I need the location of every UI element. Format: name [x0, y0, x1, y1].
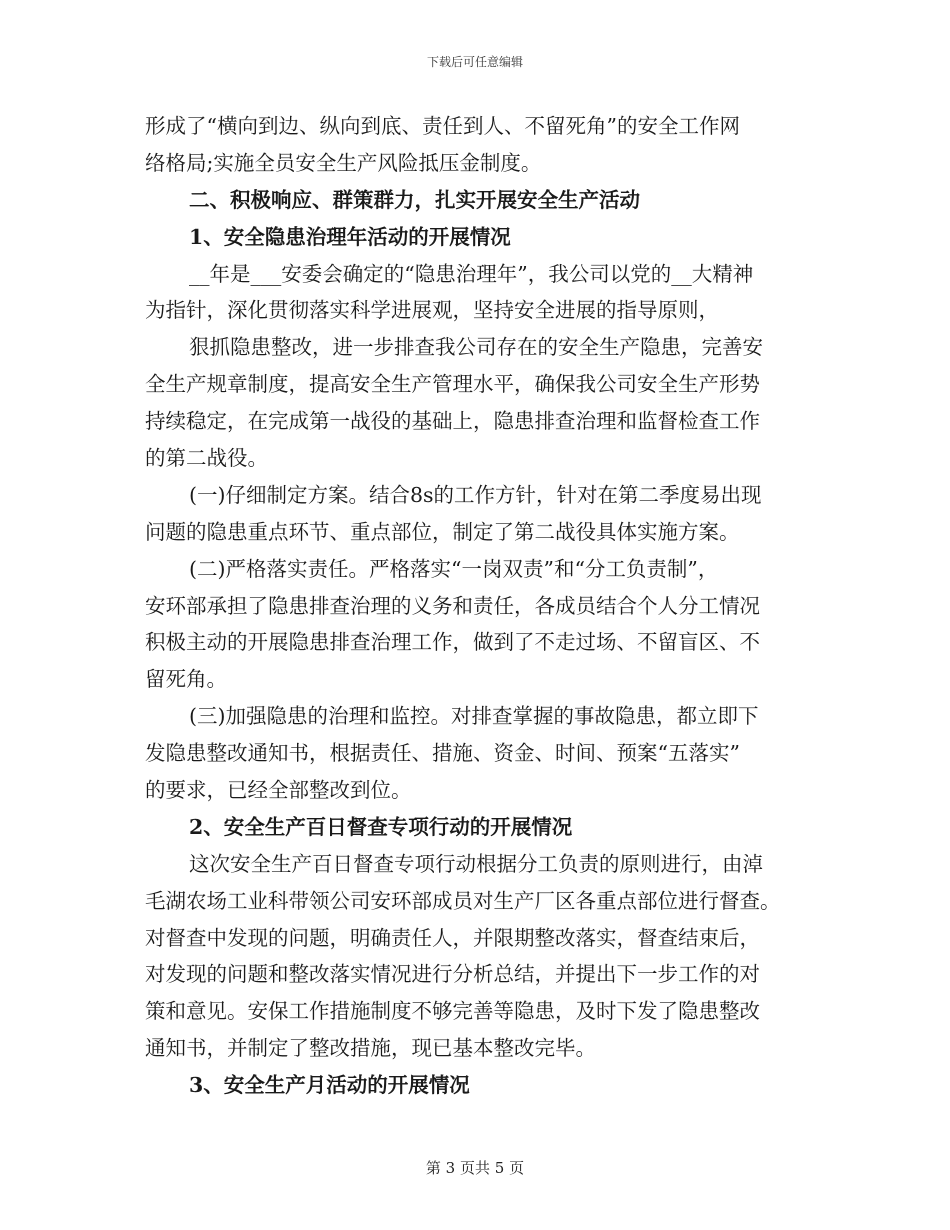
paragraph-line: 为指针，深化贯彻落实科学进展观，坚持安全进展的指导原则，: [145, 298, 719, 323]
paragraph-line: 形成了“横向到边、纵向到底、责任到人、不留死角”的安全工作网: [145, 114, 740, 138]
paragraph-line: 对发现的问题和整改落实情况进行分析总结，并提出下一步工作的对: [145, 962, 760, 987]
document-body: [145, 108, 810, 1104]
paragraph-line: (一)仔细制定方案。结合8s的工作方针，针对在第二季度易出现: [189, 482, 762, 507]
section-heading: 2、安全生产百日督查专项行动的开展情况: [189, 814, 573, 839]
paragraph-line: 安环部承担了隐患排查治理的义务和责任，各成员结合个人分工情况: [145, 593, 760, 618]
paragraph-line: 对督查中发现的问题，明确责任人，并限期整改落实，督查结束后，: [145, 925, 760, 950]
paragraph-line: 全生产规章制度，提高安全生产管理水平，确保我公司安全生产形势: [145, 372, 760, 397]
section-heading: 二、积极响应、群策群力，扎实开展安全生产活动: [189, 187, 640, 212]
paragraph-line: 持续稳定，在完成第一战役的基础上，隐患排查治理和监督检查工作: [145, 409, 760, 434]
paragraph-line: 问题的隐患重点环节、重点部位，制定了第二战役具体实施方案。: [145, 519, 740, 544]
section-heading: 3、安全生产月活动的开展情况: [189, 1073, 470, 1098]
paragraph-line: (三)加强隐患的治理和监控。对排查掌握的事故隐患，都立即下: [189, 704, 759, 729]
paragraph-line: 策和意见。安保工作措施制度不够完善等隐患，及时下发了隐患整改: [145, 999, 760, 1024]
paragraph-line: 积极主动的开展隐患排查治理工作，做到了不走过场、不留盲区、不: [145, 630, 760, 655]
paragraph-line: __年是___安委会确定的“隐患治理年”，我公司以党的__大精神: [189, 261, 754, 286]
paragraph-line: 狠抓隐患整改，进一步排查我公司存在的安全生产隐患，完善安: [189, 335, 763, 360]
page-footer: 第 3 页共 5 页: [425, 1159, 525, 1177]
paragraph-line: 这次安全生产百日督查专项行动根据分工负责的原则进行，由淖: [189, 851, 763, 876]
paragraph-line: 毛湖农场工业科带领公司安环部成员对生产厂区各重点部位进行督查。: [145, 888, 781, 913]
paragraph-line: 络格局;实施全员安全生产风险抵压金制度。: [145, 150, 542, 175]
paragraph-line: (二)严格落实责任。严格落实“一岗双责”和“分工负责制”，: [189, 556, 719, 581]
section-heading: 1、安全隐患治理年活动的开展情况: [189, 224, 511, 249]
paragraph-line: 发隐患整改通知书，根据责任、措施、资金、时间、预案“五落实”: [145, 741, 740, 766]
page-header: 下载后可任意编辑: [426, 55, 523, 69]
paragraph-line: 留死角。: [145, 667, 227, 692]
paragraph-line: 通知书，并制定了整改措施，现已基本整改完毕。: [145, 1036, 596, 1061]
paragraph-line: 的要求，已经全部整改到位。: [145, 778, 412, 803]
paragraph-line: 的第二战役。: [145, 446, 268, 471]
